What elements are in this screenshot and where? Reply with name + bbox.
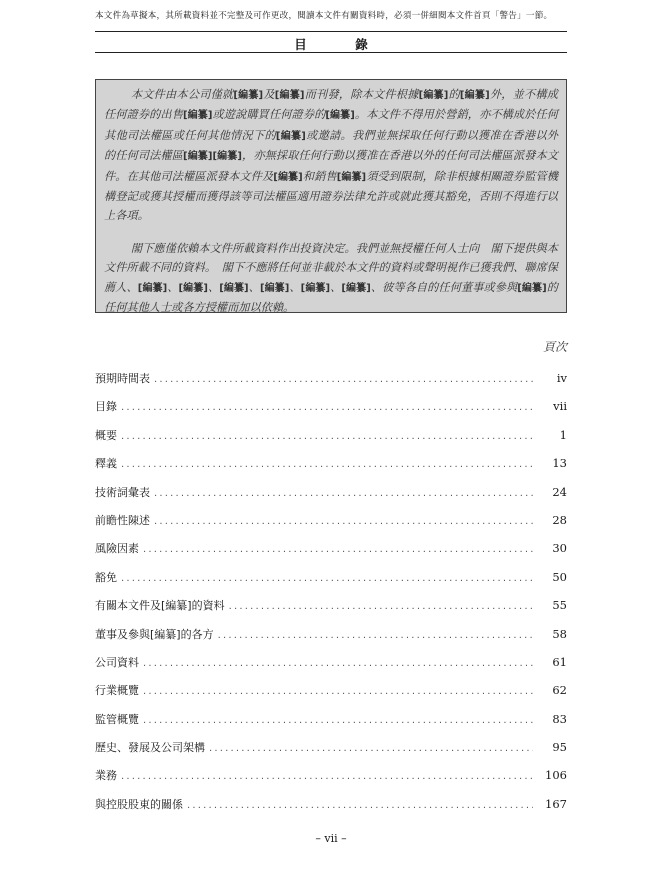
redaction-marker: [編纂] xyxy=(178,282,208,294)
notice-text: 、 xyxy=(289,280,301,294)
notice-text: 和銷售 xyxy=(302,169,337,183)
toc-entry[interactable] xyxy=(95,626,567,654)
toc-entry-label: 技術詞彙表 xyxy=(95,485,150,499)
redaction-marker: [編纂] xyxy=(300,282,331,294)
notice-text: 的任何其他人士或各方授權而加以依賴。 xyxy=(104,280,558,315)
redaction-marker: [編纂] xyxy=(219,282,249,294)
notice-text: ，亦無採取任何行動以獲准在香港以外的任何司法權區派發本文件。在其他司法權區派發本文件及 xyxy=(104,149,559,183)
toc-entry-label: 公司資料 xyxy=(95,655,139,669)
notice-text: 本文件由本公司僅就 xyxy=(130,88,234,101)
table-of-contents xyxy=(95,370,567,824)
notice-text: 而刊發，除本文件根據 xyxy=(304,88,419,101)
toc-entry-label: 目錄 xyxy=(95,400,117,414)
toc-entry-label: 豁免 xyxy=(95,570,117,584)
title-rule xyxy=(95,52,567,53)
notice-text: 須受到限制，除非根據相關證券監管機構登記或獲其授權而獲得該等司法權區適用證券法律允許或就此獲其豁免，否則不得進行以上各項。 xyxy=(104,169,558,223)
redaction-marker: [編纂] xyxy=(183,110,213,122)
toc-entry-label: 與控股股東的關係 xyxy=(95,797,183,811)
page-title: 目 錄 xyxy=(294,37,386,52)
toc-entry-page: 58 xyxy=(552,626,567,641)
redaction-marker: [編纂] xyxy=(259,282,290,294)
notice-paragraph-1 xyxy=(104,85,558,226)
dot-leader xyxy=(121,573,533,584)
notice-text: 、 xyxy=(330,280,342,294)
toc-entry[interactable] xyxy=(95,711,567,739)
toc-entry-page: 30 xyxy=(552,541,567,556)
toc-entry[interactable] xyxy=(95,540,567,568)
redaction-marker: [編纂] xyxy=(275,130,306,142)
redaction-marker: [編纂] xyxy=(274,90,305,101)
toc-entry-label: 行業概覽 xyxy=(95,684,139,698)
dot-leader xyxy=(154,516,533,527)
dot-leader xyxy=(121,459,533,470)
toc-entry[interactable] xyxy=(95,767,567,795)
dot-leader xyxy=(187,800,533,811)
toc-entry-label: 預期時間表 xyxy=(95,372,150,385)
page-number: – vii – xyxy=(315,832,347,845)
top-rule xyxy=(95,31,567,32)
notice-text: 外，並不構成任何證券的出售 xyxy=(104,88,558,122)
toc-entry[interactable] xyxy=(95,484,567,512)
redaction-marker: [編纂] xyxy=(325,110,355,122)
toc-entry-label: 風險因素 xyxy=(95,542,139,556)
toc-entry-label: 釋義 xyxy=(95,457,117,471)
notice-text: 閣下應僅依賴本文件所載資料作出投資決定。我們並無授權任何人士向 閣下提供與本文件所載不同的資料。 閣下不應將任何並非載於本文件的資料或聲明視作已獲我們、聯席保薦人、 xyxy=(104,241,558,294)
toc-entry[interactable] xyxy=(95,512,567,540)
dot-leader xyxy=(143,658,533,669)
toc-entry-page: 95 xyxy=(552,740,567,755)
redaction-marker: [編纂] xyxy=(517,282,547,294)
dot-leader xyxy=(121,402,533,413)
dot-leader xyxy=(143,544,533,555)
redaction-marker: [編纂] xyxy=(212,151,242,163)
notice-text: 、彼等各自的任何董事或參與 xyxy=(370,280,518,294)
toc-entry-page: vii xyxy=(553,399,567,414)
dot-leader xyxy=(121,431,533,442)
toc-entry-label: 監管概覽 xyxy=(95,712,139,726)
notice-text: 的 xyxy=(448,88,460,101)
dot-leader xyxy=(154,374,533,385)
toc-entry-label: 概要 xyxy=(95,428,117,442)
redaction-marker: [編纂] xyxy=(183,151,213,163)
toc-entry-page: iv xyxy=(556,371,567,385)
toc-entry-page: 55 xyxy=(552,598,567,613)
dot-leader xyxy=(154,488,533,499)
dot-leader xyxy=(209,743,533,754)
toc-entry[interactable] xyxy=(95,427,567,455)
dot-leader xyxy=(121,771,533,782)
draft-disclaimer: 本文件為草擬本，其所載資料並不完整及可作更改，閱讀本文件有關資料時，必須一併細閱本文件首頁「警告」一節。 xyxy=(95,11,553,21)
toc-entry-page: 83 xyxy=(552,711,567,726)
toc-entry[interactable] xyxy=(95,597,567,625)
toc-entry[interactable] xyxy=(95,796,567,824)
notice-text: 、 xyxy=(207,280,220,294)
notice-text: 。本文件不得用於營銷，亦不構成於任何其他司法權區或任何其他情況下的 xyxy=(104,108,558,142)
toc-entry[interactable] xyxy=(95,455,567,483)
toc-entry-label: 董事及參與[編纂]的各方 xyxy=(95,627,214,641)
dot-leader xyxy=(218,630,533,641)
notice-text: 或遊說購買任何證券的 xyxy=(212,108,326,122)
dot-leader xyxy=(143,715,533,726)
redaction-marker: [編纂] xyxy=(137,282,168,294)
notice-paragraph-2 xyxy=(104,239,558,318)
toc-entry-page: 13 xyxy=(552,456,567,471)
notice-text: 或邀請。我們並無採取任何行動以獲准在香港以外的任何司法權區 xyxy=(104,128,558,163)
redaction-marker: [編纂] xyxy=(341,282,371,294)
redaction-marker: [編纂] xyxy=(336,171,367,183)
toc-entry-page: 24 xyxy=(552,484,567,499)
dot-leader xyxy=(229,601,533,612)
toc-entry-page: 62 xyxy=(552,683,567,698)
toc-entry[interactable] xyxy=(95,370,567,398)
redaction-marker: [編纂] xyxy=(459,90,490,101)
toc-entry-label: 前瞻性陳述 xyxy=(95,513,150,527)
toc-entry[interactable] xyxy=(95,682,567,710)
page-column-label: 頁次 xyxy=(542,340,567,354)
toc-entry-page: 28 xyxy=(552,512,567,527)
redaction-notice-box xyxy=(95,79,567,313)
toc-entry-label: 歷史、發展及公司架構 xyxy=(95,741,205,755)
toc-entry[interactable] xyxy=(95,569,567,597)
toc-entry-page: 1 xyxy=(559,427,567,442)
notice-text: 、 xyxy=(248,280,260,294)
toc-entry-label: 有關本文件及[編纂]的資料 xyxy=(95,599,225,613)
redaction-marker: [編纂] xyxy=(233,90,264,101)
notice-text: 及 xyxy=(263,88,275,101)
dot-leader xyxy=(143,686,533,697)
toc-entry-page: 50 xyxy=(552,569,567,584)
toc-entry[interactable] xyxy=(95,654,567,682)
redaction-marker: [編纂] xyxy=(273,171,303,183)
toc-entry-page: 167 xyxy=(545,796,567,811)
toc-entry[interactable] xyxy=(95,398,567,426)
notice-text: 、 xyxy=(167,280,179,294)
toc-entry[interactable] xyxy=(95,739,567,767)
redaction-marker: [編纂] xyxy=(418,90,449,101)
toc-entry-page: 61 xyxy=(552,654,567,669)
toc-entry-label: 業務 xyxy=(95,769,117,783)
toc-entry-page: 106 xyxy=(545,768,567,783)
